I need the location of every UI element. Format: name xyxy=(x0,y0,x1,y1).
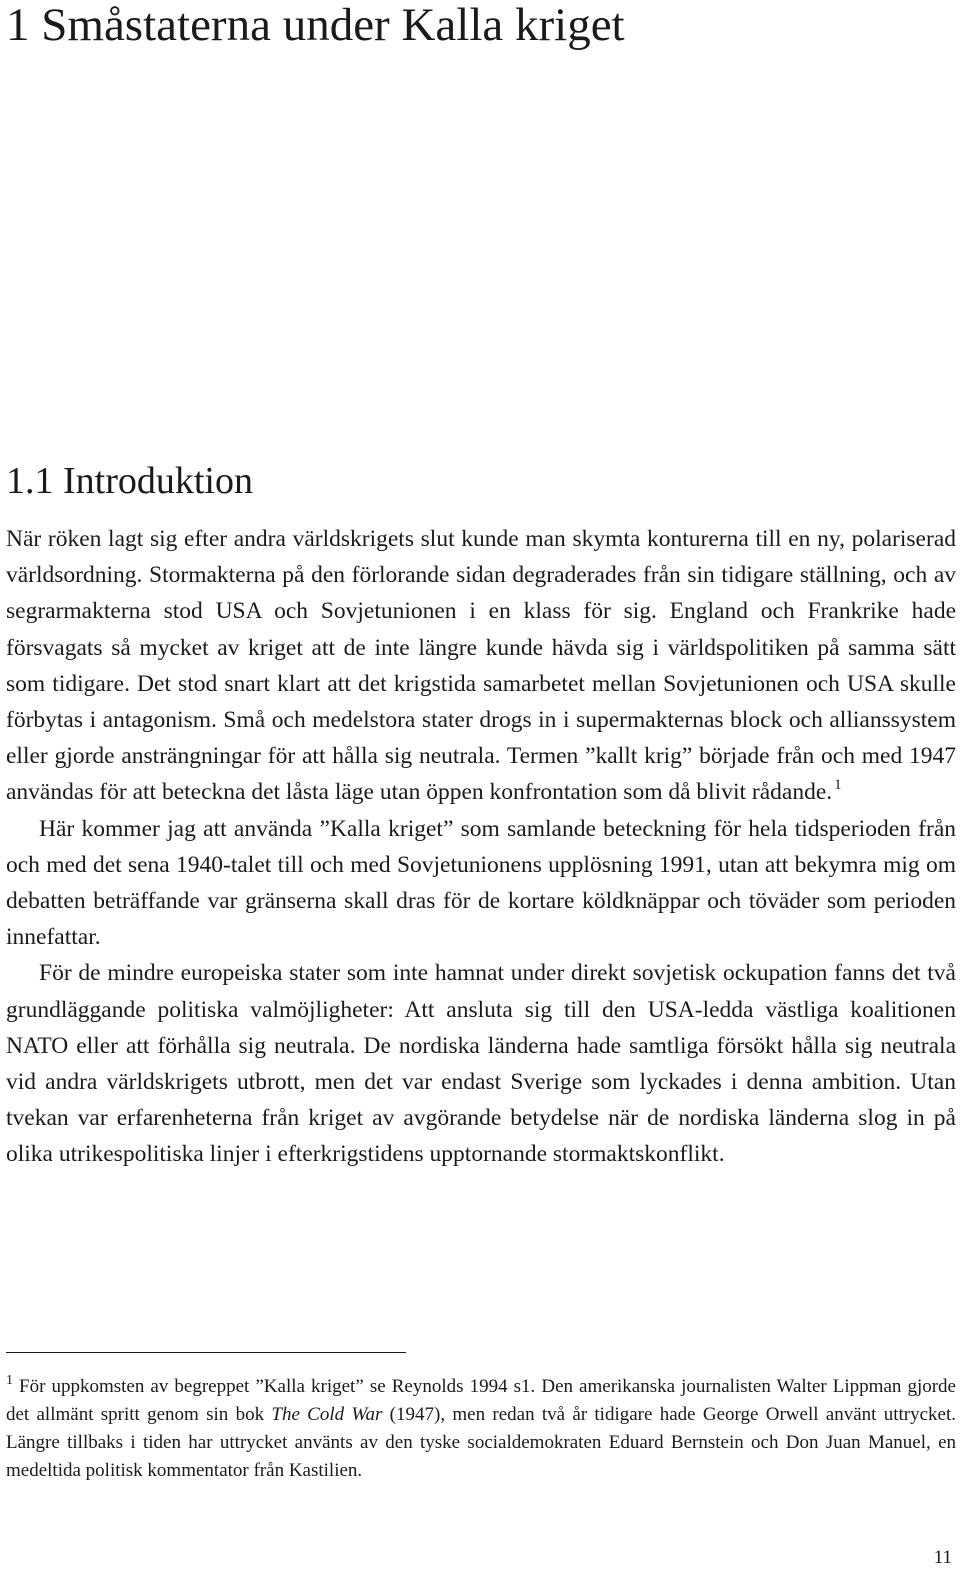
body-text xyxy=(6,521,956,1173)
footnote-divider xyxy=(6,1352,406,1353)
paragraph-2: Här kommer jag att använda ”Kalla kriget” som samlande beteckning för hela tidsperioden från och med det sena 1940-talet till och med Sovjetunionens upplösning 1991, utan att bekymra mig om debatten beträffande var gränserna skall dras för de kortare köldknäppar och töväder som perioden innefattar. xyxy=(6,815,956,951)
footnote xyxy=(6,1373,956,1485)
paragraph-1-text: När röken lagt sig efter andra världskrigets slut kunde man skymta konturerna till en ny, polariserad världsordning. Stormakterna på den förlorande sidan degraderades från sin tidigare ställning, och av segrarmakterna stod USA och Sovjetunionen i en klass för sig. England och Frankrike hade försvagats så mycket av kriget att de inte längre kunde hävda sig i världspolitiken på samma sätt som tidigare. Det stod snart klart att det krigstida samarbetet mellan Sovjetunionen och USA skulle förbytas i antagonism. Små och medelstora stater drogs in i supermakternas block och allianssystem eller gjorde ansträngningar för att hålla sig neutrala. Termen ”kallt krig” började från och med 1947 användas för att beteckna det låsta läge utan öppen konfrontation som då blivit rådande. xyxy=(6,526,956,806)
paragraph-1 xyxy=(6,521,956,811)
chapter-title: 1 Småstaterna under Kalla kriget xyxy=(6,0,625,51)
paragraph-3: För de mindre europeiska stater som inte hamnat under direkt sovjetisk ockupation fanns det två grundläggande politiska valmöjligheter: Att ansluta sig till den USA-ledda västliga koalitionen NATO eller att förhålla sig neutrala. De nordiska länderna hade samtliga försökt hålla sig neutrala vid andra världskrigets utbrott, men det var endast Sverige som lyckades i denna ambition. Utan tvekan var erfarenheterna från kriget av avgörande betydelse när de nordiska länderna slog in på olika utrikespolitiska linjer i efterkrigstidens upptornande stormaktskonflikt. xyxy=(6,960,956,1168)
footnote-number: 1 xyxy=(6,1373,13,1388)
footnote-text-after: (1947), men redan två år tidigare hade George Orwell använt uttrycket. Längre tillbaks i tiden har uttrycket använts av den tyske socialdemokraten Eduard Bernstein och Don Juan Manuel, en medeltida politisk kommentator från Kastilien. xyxy=(6,1404,956,1481)
section-title: 1.1 Introduktion xyxy=(6,460,253,502)
page-number: 11 xyxy=(933,1547,952,1568)
footnote-text-before: För uppkomsten av begreppet ”Kalla kriget” se Reynolds 1994 s1. Den amerikanska journalisten Walter Lippman gjorde det allmänt spritt genom sin bok xyxy=(6,1376,956,1425)
footnote-book-title: The Cold War xyxy=(271,1404,383,1425)
footnote-reference[interactable]: 1 xyxy=(834,777,842,794)
